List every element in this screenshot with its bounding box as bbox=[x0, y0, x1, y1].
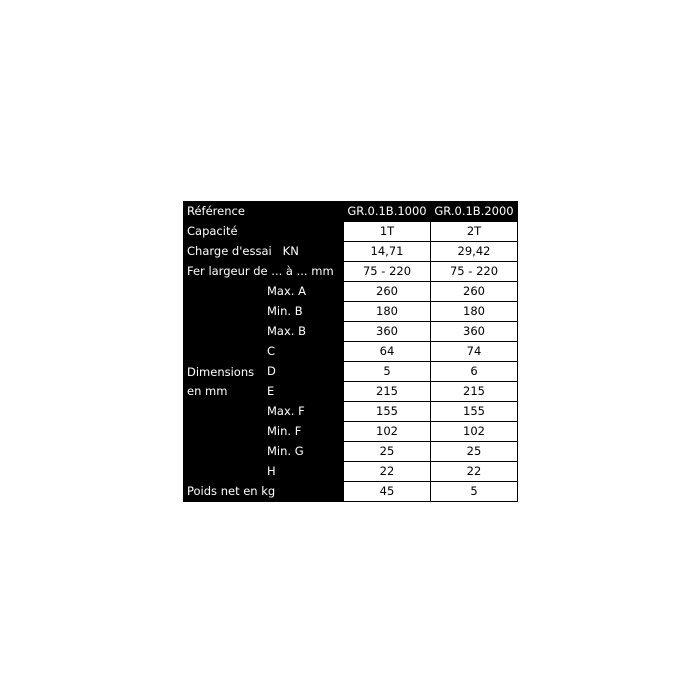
model-1-header: GR.0.1B.1000 bbox=[344, 202, 431, 222]
cell-value: 102 bbox=[431, 422, 518, 442]
row-label: Charge d'essai KN bbox=[184, 242, 344, 262]
table-row bbox=[184, 242, 518, 262]
cell-value: 75 - 220 bbox=[344, 262, 431, 282]
cell-value: 155 bbox=[431, 402, 518, 422]
row-label: Capacité bbox=[184, 222, 344, 242]
dimensions-label-line1: Dimensions bbox=[187, 364, 255, 379]
header-row bbox=[184, 202, 518, 222]
table-row bbox=[184, 482, 518, 502]
cell-value: 6 bbox=[431, 362, 518, 382]
dimension-label: Max. A bbox=[264, 282, 344, 302]
cell-value: 75 - 220 bbox=[431, 262, 518, 282]
dimensions-label-line2: en mm bbox=[187, 383, 228, 398]
cell-value: 102 bbox=[344, 422, 431, 442]
cell-value: 5 bbox=[344, 362, 431, 382]
cell-value: 29,42 bbox=[431, 242, 518, 262]
cell-value: 5 bbox=[431, 482, 518, 502]
cell-value: 14,71 bbox=[344, 242, 431, 262]
cell-value: 45 bbox=[344, 482, 431, 502]
dimension-label: H bbox=[264, 462, 344, 482]
table-row bbox=[184, 222, 518, 242]
cell-value: 180 bbox=[431, 302, 518, 322]
dimension-label: Min. F bbox=[264, 422, 344, 442]
dimension-label: D bbox=[264, 362, 344, 382]
cell-value: 64 bbox=[344, 342, 431, 362]
cell-value: 260 bbox=[344, 282, 431, 302]
dimension-label: Max. F bbox=[264, 402, 344, 422]
dimensions-group-label bbox=[184, 282, 264, 482]
row-label: Fer largeur de ... à ... mm bbox=[184, 262, 344, 282]
cell-value: 2T bbox=[431, 222, 518, 242]
spec-table bbox=[183, 201, 518, 502]
cell-value: 155 bbox=[344, 402, 431, 422]
cell-value: 260 bbox=[431, 282, 518, 302]
row-label: Poids net en kg bbox=[184, 482, 344, 502]
table-row bbox=[184, 282, 518, 302]
dimension-label: E bbox=[264, 382, 344, 402]
model-2-header: GR.0.1B.2000 bbox=[431, 202, 518, 222]
dimension-label: Max. B bbox=[264, 322, 344, 342]
cell-value: 215 bbox=[431, 382, 518, 402]
cell-value: 180 bbox=[344, 302, 431, 322]
dimension-label: Min. B bbox=[264, 302, 344, 322]
dimension-label: Min. G bbox=[264, 442, 344, 462]
table-row bbox=[184, 262, 518, 282]
cell-value: 74 bbox=[431, 342, 518, 362]
cell-value: 25 bbox=[344, 442, 431, 462]
cell-value: 25 bbox=[431, 442, 518, 462]
cell-value: 1T bbox=[344, 222, 431, 242]
spec-table-body bbox=[184, 202, 518, 502]
reference-label: Référence bbox=[184, 202, 344, 222]
cell-value: 22 bbox=[344, 462, 431, 482]
cell-value: 360 bbox=[431, 322, 518, 342]
cell-value: 215 bbox=[344, 382, 431, 402]
dimension-label: C bbox=[264, 342, 344, 362]
cell-value: 22 bbox=[431, 462, 518, 482]
cell-value: 360 bbox=[344, 322, 431, 342]
